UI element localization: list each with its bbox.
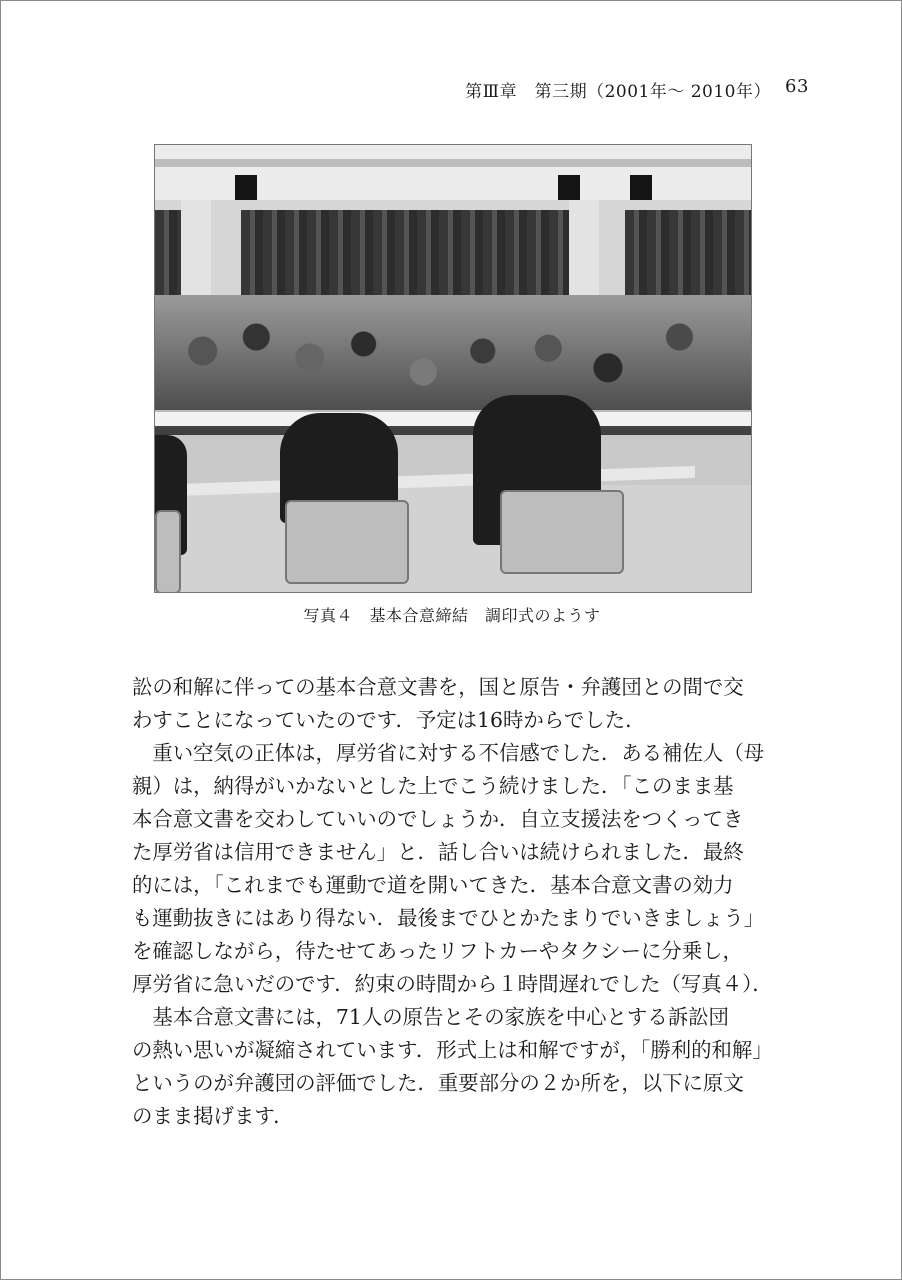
body-line: を確認しながら，待たせてあったリフトカーやタクシーに分乗し， [132, 939, 743, 963]
photo-floor [155, 485, 751, 592]
body-line: も運動抜きにはあり得ない．最後までひとかたまりでいきましょう」 [132, 906, 765, 930]
body-text [132, 671, 780, 1133]
body-line: というのが弁護団の評価でした．重要部分の２か所を，以下に原文 [132, 1071, 744, 1095]
body-line: 重い空気の正体は，厚労省に対する不信感でした．ある補佐人（母 [132, 741, 765, 765]
body-line: わすことになっていたのです．予定は16時からでした． [132, 708, 646, 732]
photo-ceiling-beam [155, 159, 751, 167]
body-line: 親）は，納得がいかないとした上でこう続けました．「このまま基 [132, 774, 734, 798]
running-head [465, 76, 809, 102]
body-line: 訟の和解に伴っての基本合意文書を，国と原告・弁護団との間で交 [132, 675, 744, 699]
body-line: 本合意文書を交わしていいのでしょうか．自立支援法をつくってき [132, 807, 744, 831]
signing-ceremony-photo [154, 144, 752, 593]
running-title: 第Ⅲ章 第三期（2001年～ 2010年） [465, 82, 771, 102]
body-line: た厚労省は信用できません」と．話し合いは続けられました．最終 [132, 840, 744, 864]
photo-chair [155, 510, 181, 593]
body-line: の熱い思いが凝縮されています．形式上は和解ですが，「勝利的和解」 [132, 1038, 773, 1062]
photo-table [155, 410, 751, 426]
photo-chair [500, 490, 624, 574]
body-line: のまま掲げます． [132, 1104, 294, 1128]
page-number: 63 [785, 76, 809, 97]
body-line: 厚労省に急いだのです．約束の時間から１時間遅れでした（写真４）． [132, 972, 773, 996]
figure-caption: 写真４ 基本合意締結 調印式のようす [303, 606, 601, 625]
body-line: 的には，「これまでも運動で道を開いてきた．基本合意文書の効力 [132, 873, 734, 897]
body-line: 基本合意文書には，71人の原告とその家族を中心とする訴訟団 [132, 1005, 729, 1029]
photo-chair [285, 500, 409, 584]
